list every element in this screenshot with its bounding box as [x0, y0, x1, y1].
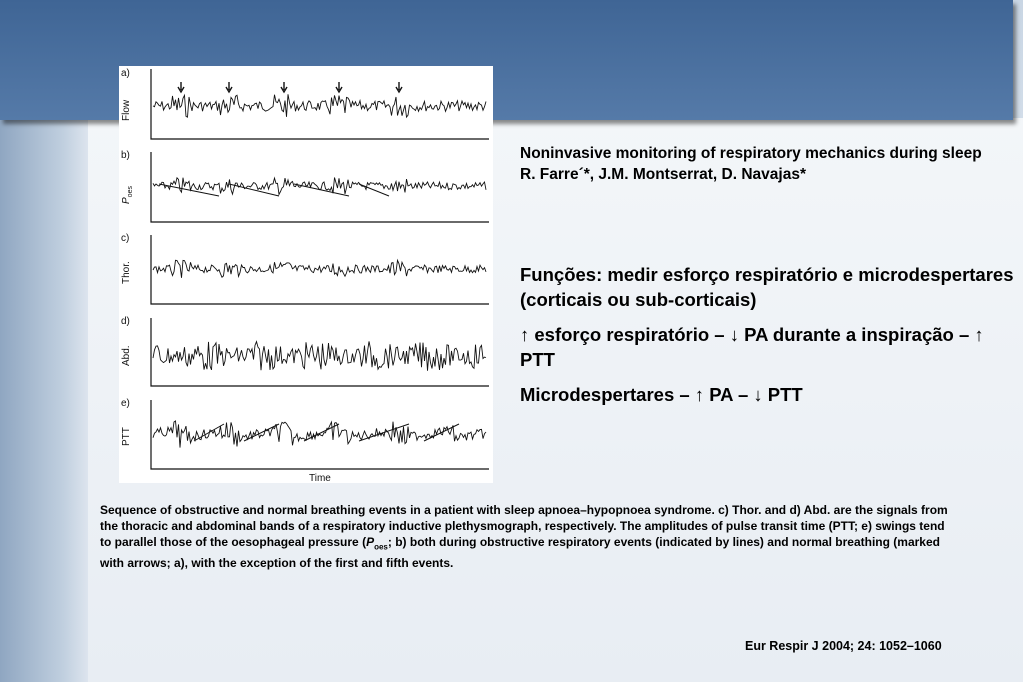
- obstructive-event-line: [159, 184, 219, 196]
- event-arrow-marker: [336, 82, 342, 92]
- panel-axis-label: Flow: [121, 99, 132, 121]
- panel-letter: d): [121, 316, 130, 327]
- panel-axis-label: Abd.: [121, 345, 132, 366]
- point-effort: ↑ esforço respiratório – ↓ PA durante a inspiração – ↑ PTT: [520, 324, 984, 370]
- poes-subscript: oes: [127, 186, 134, 198]
- caption-part2: ; b) both during obstructive respiratory events (indicated by lines) and normal breathing (marked with arrows; a), with the exception of the first and fifth events.: [100, 535, 940, 571]
- panel-ptt: [121, 398, 489, 469]
- thor-trace: [153, 260, 486, 278]
- event-arrow-marker: [178, 82, 184, 92]
- point-functions: Funções: medir esforço respiratório e microdespertares (corticais ou sub-corticais): [520, 264, 1014, 310]
- time-axis-label: Time: [309, 473, 331, 483]
- panel-letter: a): [121, 68, 130, 79]
- poes-symbol: P: [121, 197, 132, 204]
- panel-axis-label: [121, 186, 134, 204]
- point-arousal: Microdespertares – ↑ PA – ↓ PTT: [520, 384, 803, 405]
- panel-poes: [121, 150, 489, 222]
- article-authors: R. Farre´*, J.M. Montserrat, D. Navajas*: [520, 166, 806, 183]
- abd-trace: [153, 341, 486, 370]
- flow-trace: [153, 94, 486, 117]
- panel-flow: [121, 68, 489, 139]
- caption-part1: Sequence of obstructive and normal breathing events in a patient with sleep apnoea–hypopnoea syndrome. c) Thor. and d) Abd. are the signals from the thoracic and abdominal bands of a respiratory inductive plethysmograph, respectively. The amplitudes of pulse transit time (PTT; e) swings tend to parallel those of the oesophageal pressure (: [100, 503, 948, 549]
- panel-axes: [151, 318, 489, 386]
- obstructive-event-line: [229, 184, 279, 196]
- ptt-trace: [153, 421, 486, 448]
- panel-letter: b): [121, 150, 130, 161]
- bullet-points: [520, 262, 1015, 417]
- left-decorative-strip: [0, 120, 90, 682]
- panel-axes: [151, 152, 489, 222]
- event-arrow-marker: [281, 82, 287, 92]
- citation: Eur Respir J 2004; 24: 1052–1060: [745, 639, 942, 653]
- obstructive-event-line: [359, 184, 389, 196]
- panel-letter: c): [121, 233, 130, 244]
- ptt-swing-line: [244, 424, 279, 441]
- figure-caption: [100, 502, 950, 571]
- respiratory-signals-figure: [119, 66, 493, 483]
- event-arrow-marker: [396, 82, 402, 92]
- article-title-block: [520, 143, 1010, 185]
- article-title: Noninvasive monitoring of respiratory mechanics during sleep: [520, 145, 982, 162]
- panel-axis-label: Thor.: [121, 261, 132, 284]
- caption-symbol: P: [366, 535, 375, 549]
- poes-trace: [153, 178, 486, 195]
- panel-letter: e): [121, 398, 130, 409]
- panel-abd: [121, 316, 489, 386]
- panel-axis-label: PTT: [121, 427, 132, 446]
- panel-thor: [121, 233, 489, 304]
- event-arrow-marker: [226, 82, 232, 92]
- caption-symbol-sub: oes: [374, 542, 388, 552]
- figure-svg: [119, 66, 493, 483]
